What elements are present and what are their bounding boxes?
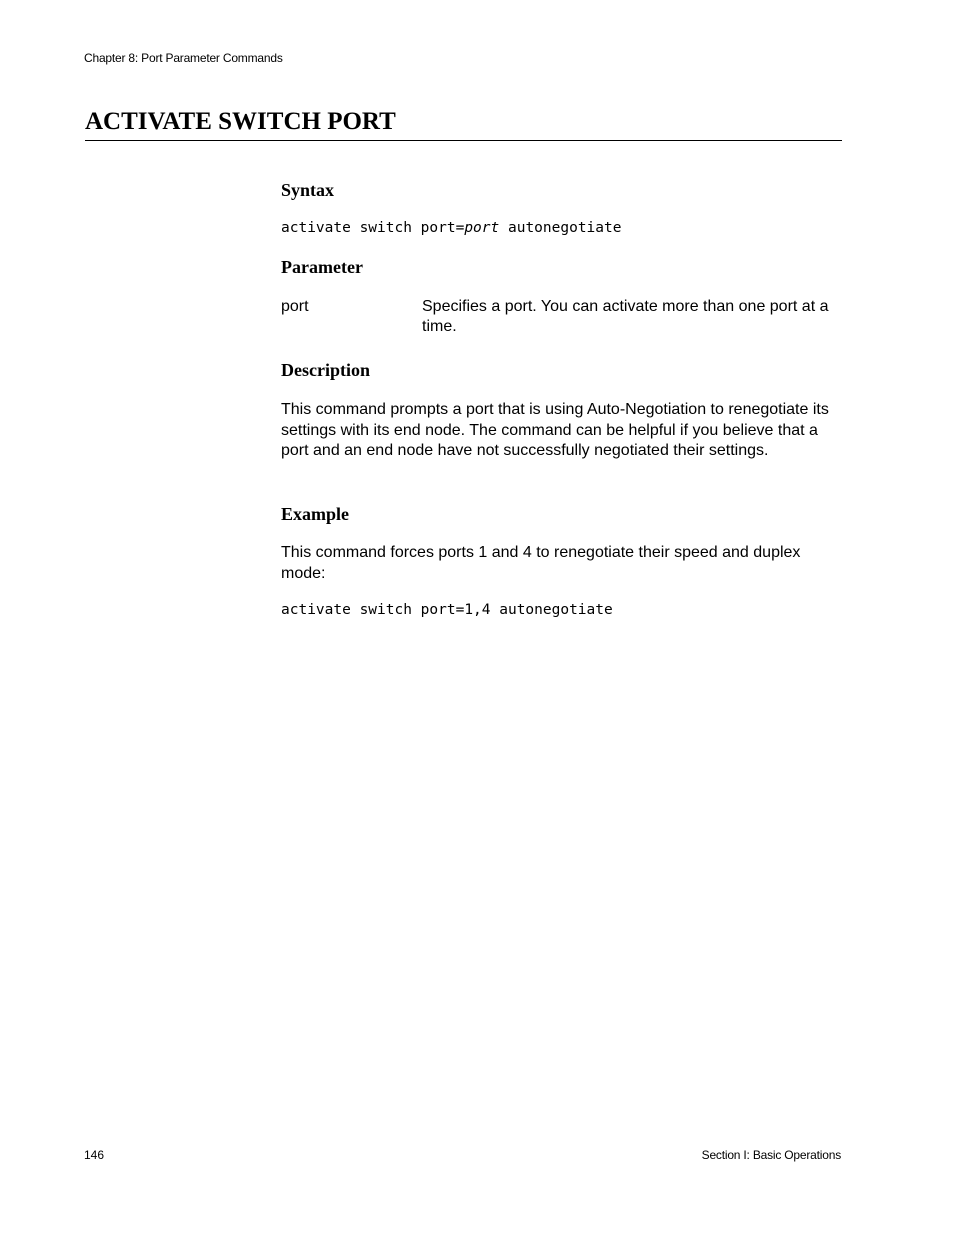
syntax-code <box>281 218 621 238</box>
running-header: Chapter 8: Port Parameter Commands <box>84 51 283 65</box>
description-text: This command prompts a port that is using Auto-Negotiation to renegotiate its settings with its end node. The command can be helpful if you believe that a port and an end node have not successfully negotiated their settings. <box>281 401 829 459</box>
parameter-description: Specifies a port. You can activate more than one port at a time. <box>422 298 829 335</box>
parameter-heading: Parameter <box>281 257 363 277</box>
page-number: 146 <box>84 1148 105 1162</box>
page-title: ACTIVATE SWITCH PORT <box>85 108 396 135</box>
syntax-code-param: port <box>464 220 500 236</box>
parameter-name: port <box>281 298 309 315</box>
syntax-code-suffix: autonegotiate <box>499 220 622 236</box>
syntax-code-prefix: activate switch port= <box>281 220 465 236</box>
example-text: This command forces ports 1 and 4 to renegotiate their speed and duplex mode: <box>281 544 801 582</box>
description-heading: Description <box>281 360 370 380</box>
example-heading: Example <box>281 504 350 524</box>
title-rule <box>85 140 842 141</box>
example-code: activate switch port=1,4 autonegotiate <box>281 602 613 618</box>
footer-section: Section I: Basic Operations <box>701 1148 841 1162</box>
syntax-heading: Syntax <box>281 180 335 200</box>
